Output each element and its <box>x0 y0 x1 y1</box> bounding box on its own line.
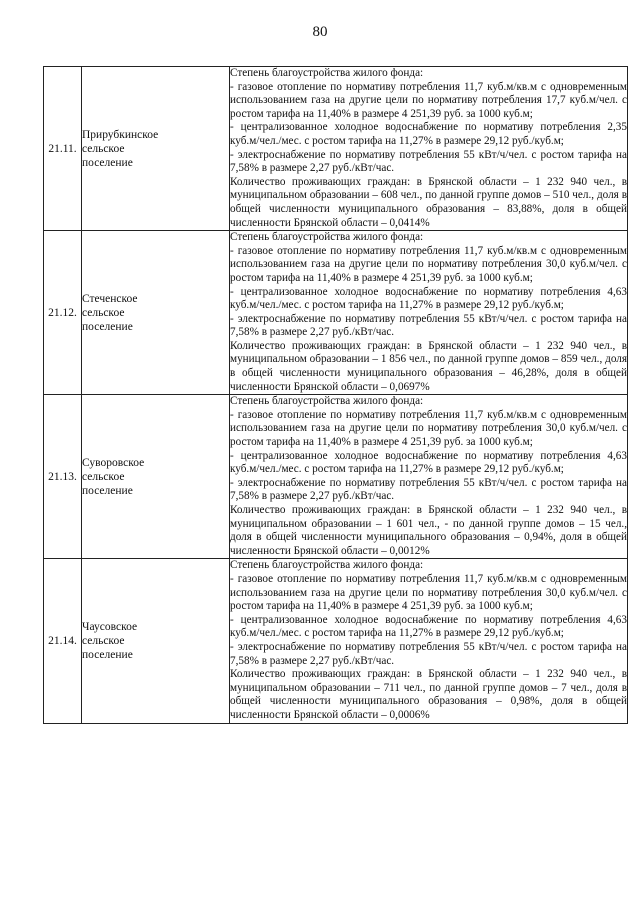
settlement-name-line: поселение <box>82 156 133 169</box>
page-number: 80 <box>312 24 328 40</box>
table-row <box>44 559 628 723</box>
electricity-item: - электроснабжение по нормативу потребления 55 кВт/ч/чел. с ростом тарифа на 7,58% в размере 2,27 руб./кВт/час. <box>230 148 627 175</box>
settlement-description <box>230 395 628 559</box>
water-supply-item: - централизованное холодное водоснабжение по нормативу потребления 2,35 куб.м/чел./мес. с ростом тарифа на 11,27% в размере 29,12 руб./куб.м; <box>230 121 627 147</box>
settlement-name-line: сельское <box>82 634 125 647</box>
gas-heating-item: - газовое отопление по нормативу потребления 11,7 куб.м/кв.м с одновременным использованием газа на другие цели по нормативу потребления 30,0 куб.м/чел. с ростом тарифа на 11,40% в размере 4 251,39 руб. за 1000 куб.м; <box>230 408 627 449</box>
settlement-name-line: сельское <box>82 306 125 319</box>
gas-heating-item: - газовое отопление по нормативу потребления 11,7 куб.м/кв.м с одновременным использованием газа на другие цели по нормативу потребления 30,0 куб.м/чел. с ростом тарифа на 11,40% в размере 4 251,39 руб. за 1000 куб.м; <box>230 244 627 284</box>
settlement-name-line: поселение <box>82 484 133 497</box>
settlement-description <box>230 67 628 231</box>
gas-heating-item: - газовое отопление по нормативу потребления 11,7 куб.м/кв.м с одновременным использованием газа на другие цели по нормативу потребления 30,0 куб.м/чел. с ростом тарифа на 11,40% в размере 4 251,39 руб. за 1000 куб.м; <box>230 572 627 613</box>
settlement-name-line: поселение <box>82 648 133 661</box>
row-number: 21.11. <box>44 67 82 231</box>
table-row <box>44 395 628 559</box>
settlement-name <box>82 559 230 723</box>
description-heading: Степень благоустройства жилого фонда: <box>230 67 424 79</box>
gas-heating-item: - газовое отопление по нормативу потребления 11,7 куб.м/кв.м с одновременным использованием газа на другие цели по нормативу потребления 17,7 куб.м/чел. с ростом тарифа на 11,40% в размере 4 251,39 руб. за 1000 куб.м; <box>230 80 627 120</box>
row-number: 21.12. <box>44 231 82 395</box>
population-item: Количество проживающих граждан: в Брянской области – 1 232 940 чел., в муниципальном образовании – 1 601 чел., - по данной группе домов – 15 чел., доля в общей численности муниципального образования – 0,94%, доля в общей численности Брянской области – 0,0012% <box>230 504 627 557</box>
settlement-name-line: Стеченское <box>82 292 138 305</box>
water-supply-item: - централизованное холодное водоснабжение по нормативу потребления 4,63 куб.м/чел./мес. с ростом тарифа на 11,27% в размере 29,12 руб./куб.м; <box>230 613 627 640</box>
settlement-name <box>82 67 230 231</box>
settlement-name <box>82 395 230 559</box>
water-supply-item: - централизованное холодное водоснабжение по нормативу потребления 4,63 куб.м/чел./мес. с ростом тарифа на 11,27% в размере 29,12 руб./куб.м; <box>230 449 627 476</box>
description-heading: Степень благоустройства жилого фонда: <box>230 559 424 572</box>
settlements-table <box>43 66 628 724</box>
settlement-description <box>230 231 628 395</box>
description-heading: Степень благоустройства жилого фонда: <box>230 231 424 244</box>
settlement-name <box>82 231 230 395</box>
row-number: 21.13. <box>44 395 82 559</box>
water-supply-item: - централизованное холодное водоснабжение по нормативу потребления 4,63 куб.м/чел./мес. с ростом тарифа на 11,27% в размере 29,12 руб./куб.м; <box>230 285 627 312</box>
electricity-item: - электроснабжение по нормативу потребления 55 кВт/ч/чел. с ростом тарифа на 7,58% в размере 2,27 руб./кВт/час. <box>230 640 627 667</box>
population-item: Количество проживающих граждан: в Брянской области – 1 232 940 чел., в муниципальном образовании – 608 чел., по данной группе домов – 510 чел., доля в общей численности муниципального образования – 83,88%, доля в общей численности Брянской области – 0,0414% <box>230 175 627 229</box>
population-item: Количество проживающих граждан: в Брянской области – 1 232 940 чел., в муниципальном образовании – 711 чел., по данной группе домов – 7 чел., доля в общей численности муниципального образования – 0,98%, доля в общей численности Брянской области – 0,0006% <box>230 668 627 721</box>
description-heading: Степень благоустройства жилого фонда: <box>230 395 424 408</box>
table-row <box>44 67 628 231</box>
settlement-name-line: Суворовское <box>82 456 145 469</box>
settlement-description <box>230 559 628 723</box>
settlement-name-line: поселение <box>82 320 133 333</box>
settlement-name-line: Прирубкинское <box>82 128 159 141</box>
electricity-item: - электроснабжение по нормативу потребления 55 кВт/ч/чел. с ростом тарифа на 7,58% в размере 2,27 руб./кВт/час. <box>230 312 627 339</box>
settlement-name-line: сельское <box>82 142 125 155</box>
electricity-item: - электроснабжение по нормативу потребления 55 кВт/ч/чел. с ростом тарифа на 7,58% в размере 2,27 руб./кВт/час. <box>230 476 627 503</box>
settlement-name-line: сельское <box>82 470 125 483</box>
population-item: Количество проживающих граждан: в Брянской области – 1 232 940 чел., в муниципальном образовании – 1 856 чел., по данной группе домов – 859 чел., доля в общей численности муниципального образования – 46,28%, доля в общей численности Брянской области – 0,0697% <box>230 339 627 393</box>
row-number: 21.14. <box>44 559 82 723</box>
table-row <box>44 231 628 395</box>
settlement-name-line: Чаусовское <box>82 620 138 633</box>
